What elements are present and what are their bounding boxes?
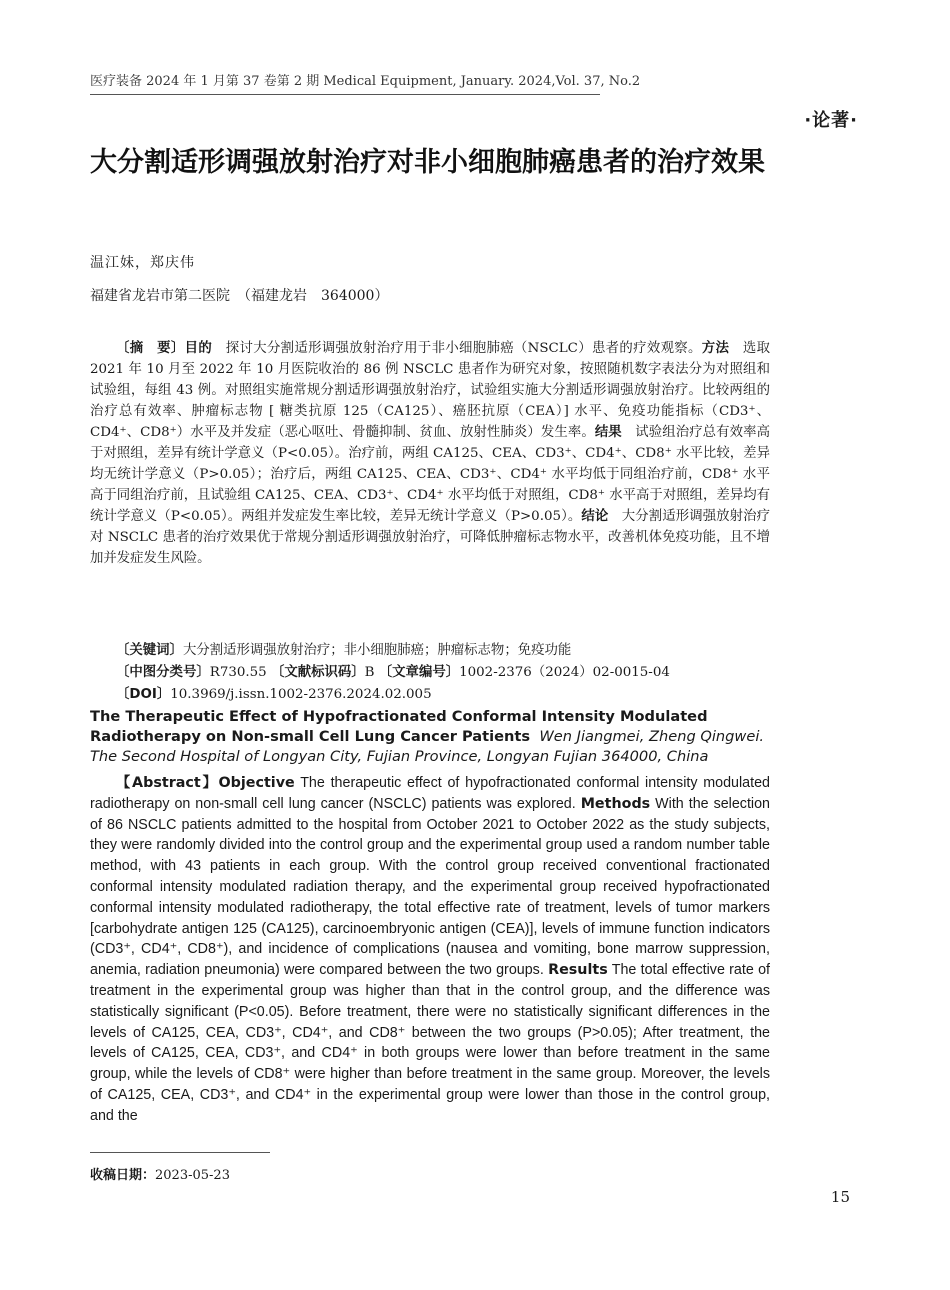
conclusion-text: 大分割适形调强放射治疗对 NSCLC 患者的治疗效果优于常规分割适形调强放射治疗，可降低肿瘤标志物水平，改善机体免疫功能，且不增加并发症发生风险。 <box>90 509 771 566</box>
received-date <box>90 1164 230 1183</box>
classification-line <box>116 662 776 684</box>
conclusion-label: 结论 <box>581 509 609 524</box>
chinese-abstract-paragraph <box>90 338 770 569</box>
results-label: 结果 <box>594 425 622 440</box>
clc-label: 〔中图分类号〕 <box>116 665 210 680</box>
footnote-divider <box>90 1152 270 1153</box>
article-number-label: 〔文章编号〕 <box>378 665 460 680</box>
en-methods-text: With the selection of 86 NSCLC patients admitted to the hospital from October 2021 to October 2022 as the study subjects, they were randomly divided into the control group and the experimental group used a random number table method, with 43 patients in each group. With the control group received conventional fractionated conformal intensity modulated radiation therapy, and the experimental group received hypofractionated conformal intensity modulated radiotherapy, the total effective rate of treatment, levels of tumor markers [carbohydrate antigen 125 (CA125), carcinoembryonic antigen (CEA)], levels of immune function indicators (CD3⁺, CD4⁺, CD8⁺), and incidence of complications (nausea and vomiting, bone marrow suppression, anemia, radiation pneumonia) were compared between the two groups. <box>90 795 770 979</box>
keywords-text: 大分割适形调强放射治疗；非小细胞肺癌；肿瘤标志物；免疫功能 <box>182 643 572 658</box>
methods-label: 方法 <box>701 341 730 356</box>
abstract-label: 〔摘 要〕 <box>116 341 185 356</box>
english-abstract <box>90 773 770 1127</box>
keywords-line <box>116 640 776 662</box>
article-number-value: 1002-2376（2024）02-0015-04 <box>459 665 670 680</box>
page-number: 15 <box>830 1188 850 1206</box>
clc-value: R730.55 <box>209 665 271 680</box>
authors: 温江妹，郑庆伟 <box>90 255 195 271</box>
objective-label: 目的 <box>184 341 213 356</box>
en-abstract-label: 【Abstract】 <box>116 775 219 791</box>
article-title: 大分割适形调强放射治疗对非小细胞肺癌患者的治疗效果 <box>90 147 765 178</box>
doc-code-value: B <box>364 665 379 680</box>
chinese-abstract <box>90 338 770 569</box>
results-text: 试验组治疗总有效率高于对照组，差异有统计学意义（P<0.05）。治疗前，两组 CA125、CEA、CD3⁺、CD4⁺、CD8⁺ 水平比较，差异均无统计学意义（P>0.05）；治疗后，两组 CA125、CEA、CD3⁺、CD4⁺ 水平均低于同组治疗前，CD8⁺ 水平高于同组治疗前，且试验组 CA125、CEA、CD3⁺、CD4⁺ 水平均低于对照组，CD8⁺ 水平高于对照组，差异均有统计学意义（P<0.05）。两组并发症发生率比较，差异无统计学意义（P>0.05）。 <box>90 425 771 524</box>
en-results-text: The total effective rate of treatment in the experimental group was higher than that in the control group, and the difference was statistically significant (P<0.05). Before treatment, there were no statistically significant differences in the levels of CA125, CEA, CD3⁺, CD4⁺, and CD8⁺ between the two groups (P>0.05); After treatment, the levels of CA125, CEA, CD3⁺, and CD4⁺ in both groups were lower than before treatment in the same group, while the levels of CD8⁺ were higher than before treatment in the same group. Moreover, the levels of CA125, CEA, CD3⁺, and CD4⁺ in the experimental group were lower than those in the control group, and the <box>90 962 770 1124</box>
en-methods-label: Methods <box>580 795 651 812</box>
received-label: 收稿日期： <box>90 1168 156 1183</box>
english-authors: Wen Jiangmei, Zheng Qingwei. <box>539 728 765 745</box>
affiliation: 福建省龙岩市第二医院 （福建龙岩 364000） <box>90 288 389 304</box>
running-head: 医疗装备 2024 年 1 月第 37 卷第 2 期 Medical Equipment, January. 2024,Vol. 37, No.2 <box>90 70 600 95</box>
english-title: The Therapeutic Effect of Hypofractionated Conformal Intensity Modulated Radiotherapy on Non-small Cell Lung Cancer Patients <box>90 708 708 745</box>
doi-link[interactable]: 10.3969/j.issn.1002-2376.2024.02.005 <box>170 687 432 702</box>
received-value: 2023-05-23 <box>155 1168 230 1183</box>
en-objective-text: The therapeutic effect of hypofractionated conformal intensity modulated radiotherapy on non-small cell lung cancer (NSCLC) patients was explored. <box>90 775 770 812</box>
doi-label: 〔DOI〕 <box>116 687 171 702</box>
english-abstract-paragraph <box>90 773 770 1127</box>
en-results-label: Results <box>548 962 608 979</box>
methods-text: 选取 2021 年 10 月至 2022 年 10 月医院收治的 86 例 NSCLC 患者作为研究对象，按照随机数字表法分为对照组和试验组，每组 43 例。对照组实施常规分割适形调强放射治疗，试验组实施大分割适形调强放射治疗。比较两组的治疗总有效率、肿瘤标志物 [ 糖类抗原 125（CA125）、癌胚抗原（CEA）] 水平、免疫功能指标（CD3⁺、CD4⁺、CD8⁺）水平及并发症（恶心呕吐、骨髓抑制、贫血、放射性肺炎）发生率。 <box>90 341 771 440</box>
english-affiliation: The Second Hospital of Longyan City, Fujian Province, Longyan Fujian 364000, China <box>90 748 709 765</box>
keywords-label: 〔关键词〕 <box>116 643 183 658</box>
english-title-block <box>90 707 770 767</box>
doi-line <box>116 684 776 706</box>
doc-code-label: 〔文献标识码〕 <box>270 665 365 680</box>
section-tag: ·论著· <box>804 110 858 131</box>
en-objective-label: Objective <box>218 775 295 791</box>
objective-text: 探讨大分割适形调强放射治疗用于非小细胞肺癌（NSCLC）患者的疗效观察。 <box>212 341 702 356</box>
article-metadata <box>116 640 776 706</box>
